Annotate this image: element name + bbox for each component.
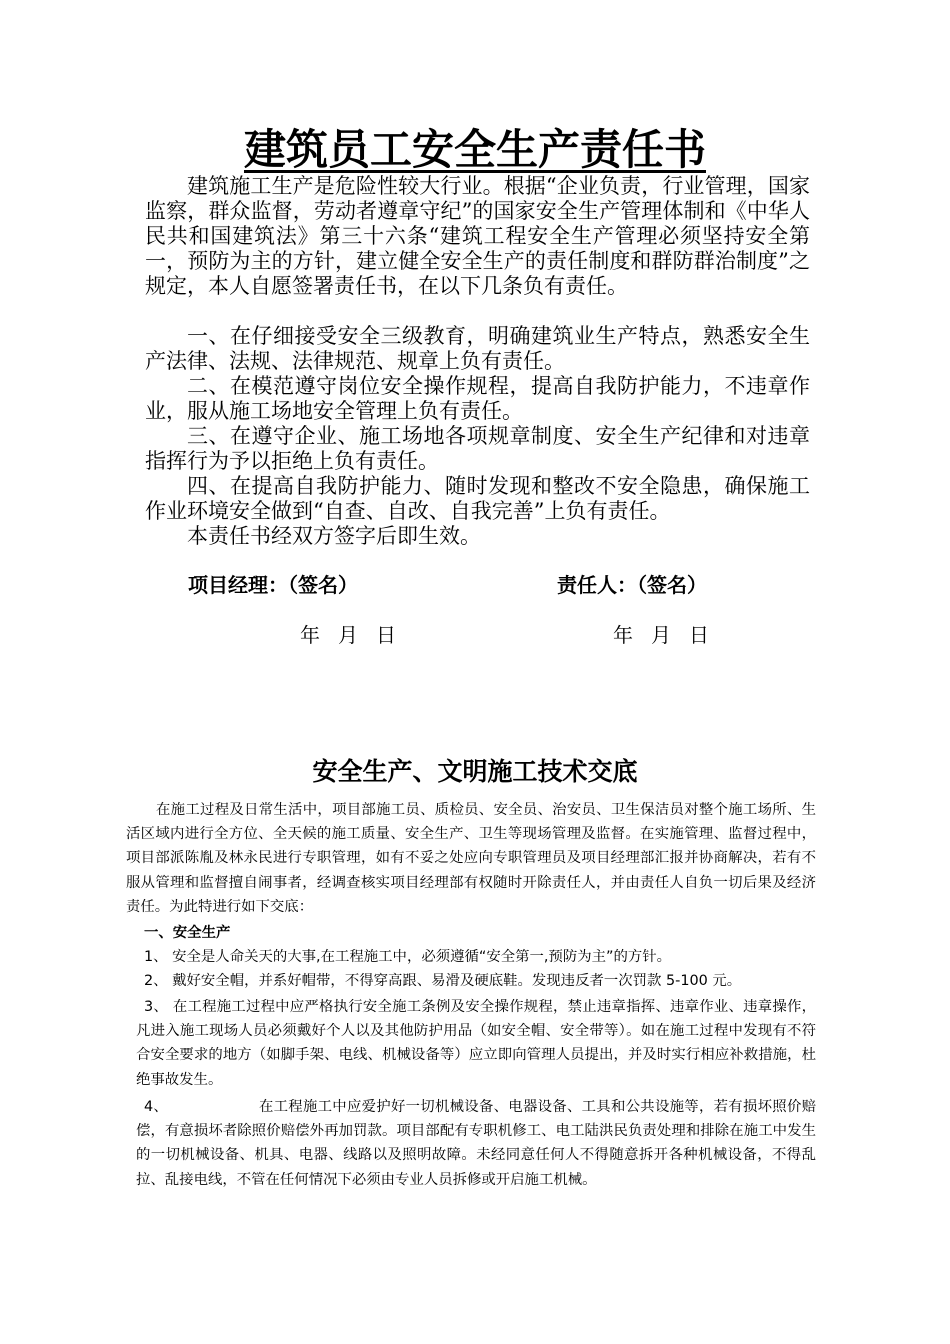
- list-item: [136, 995, 816, 1092]
- item-number: 3、: [144, 999, 169, 1015]
- manager-date-label: 年月日: [300, 623, 414, 647]
- list-item: [136, 945, 816, 969]
- item-number: 4、: [144, 1099, 169, 1115]
- item-text: 在工程施工中应爱护好一切机械设备、电器设备、工具和公共设施等，若有损坏照价赔偿，有意损坏者除照价赔偿外再加罚款。项目部配有专职机修工、电工陆洪民负责处理和排除在施工中发生的一切机械设备、机具、电器、线路以及照明故障。未经同意任何人不得随意拆开各种机械设备，不得乱拉、乱接电线，不管在任何情况下必须由专业人员拆修或开启施工机械。: [136, 1099, 817, 1188]
- manager-signature-label: 项目经理：（签名）: [188, 573, 358, 597]
- item-number: 2、: [144, 973, 168, 989]
- clause-1: 一、在仔细接受安全三级教育，明确建筑业生产特点，熟悉安全生产法律、法规、法律规范、规章上负有责任。: [145, 324, 810, 373]
- item-text: 安全是人命关天的大事,在工程施工中，必须遵循“安全第一,预防为主”的方针。: [172, 949, 672, 965]
- signature-row: [0, 568, 950, 602]
- list-item: [136, 1095, 816, 1192]
- effective-statement: 本责任书经双方签字后即生效。: [187, 524, 481, 548]
- clause-2: 二、在模范遵守岗位安全操作规程，提高自我防护能力，不违章作业，服从施工场地安全管理上负有责任。: [145, 374, 810, 423]
- responsible-date-label: 年月日: [613, 623, 727, 647]
- list-item: [136, 969, 816, 993]
- intro-paragraph: 建筑施工生产是危险性较大行业。根据“企业负责，行业管理，国家监察，群众监督，劳动者遵章守纪”的国家安全生产管理体制和《中华人民共和国建筑法》第三十六条“建筑工程安全生产管理必须坚持安全第一，预防为主的方针，建立健全安全生产的责任制度和群防群治制度”之规定，本人自愿签署责任书，在以下几条负有责任。: [145, 174, 810, 298]
- section-intro: 在施工过程及日常生活中，项目部施工员、质检员、安全员、治安员、卫生保洁员对整个施工场所、生活区域内进行全方位、全天候的施工质量、安全生产、卫生等现场管理及监督。在实施管理、监督过程中，项目部派陈胤及林永民进行专职管理，如有不妥之处应向专职管理员及项目经理部汇报并协商解决，若有不服从管理和监督擅自闹事者，经调查核实项目经理部有权随时开除责任人，并由责任人自负一切后果及经济责任。为此特进行如下交底：: [126, 802, 816, 915]
- item-text: 在工程施工过程中应严格执行安全施工条例及安全操作规程，禁止违章指挥、违章作业、违章操作，凡进入施工现场人员必须戴好个人以及其他防护用品（如安全帽、安全带等）。如在施工过程中发现有不符合安全要求的地方（如脚手架、电线、机械设备等）应立即向管理人员提出，并及时实行相应补救措施，杜绝事故发生。: [136, 999, 816, 1088]
- clause-4: 四、在提高自我防护能力、随时发现和整改不安全隐患，确保施工作业环境安全做到“自查、自改、自我完善”上负有责任。: [145, 474, 810, 523]
- item-number: 1、: [144, 949, 168, 965]
- subheading-safety: 一、安全生产: [144, 925, 231, 941]
- document-title: 建筑员工安全生产责任书: [243, 125, 706, 174]
- section-title: 安全生产、文明施工技术交底: [312, 757, 638, 786]
- date-row: [0, 618, 950, 652]
- clause-3: 三、在遵守企业、施工场地各项规章制度、安全生产纪律和对违章指挥行为予以拒绝上负有责任。: [145, 424, 810, 473]
- item-text: 戴好安全帽，并系好帽带，不得穿高跟、易滑及硬底鞋。发现违反者一次罚款 5-100 元。: [172, 973, 742, 989]
- responsible-signature-label: 责任人：（签名）: [557, 573, 707, 597]
